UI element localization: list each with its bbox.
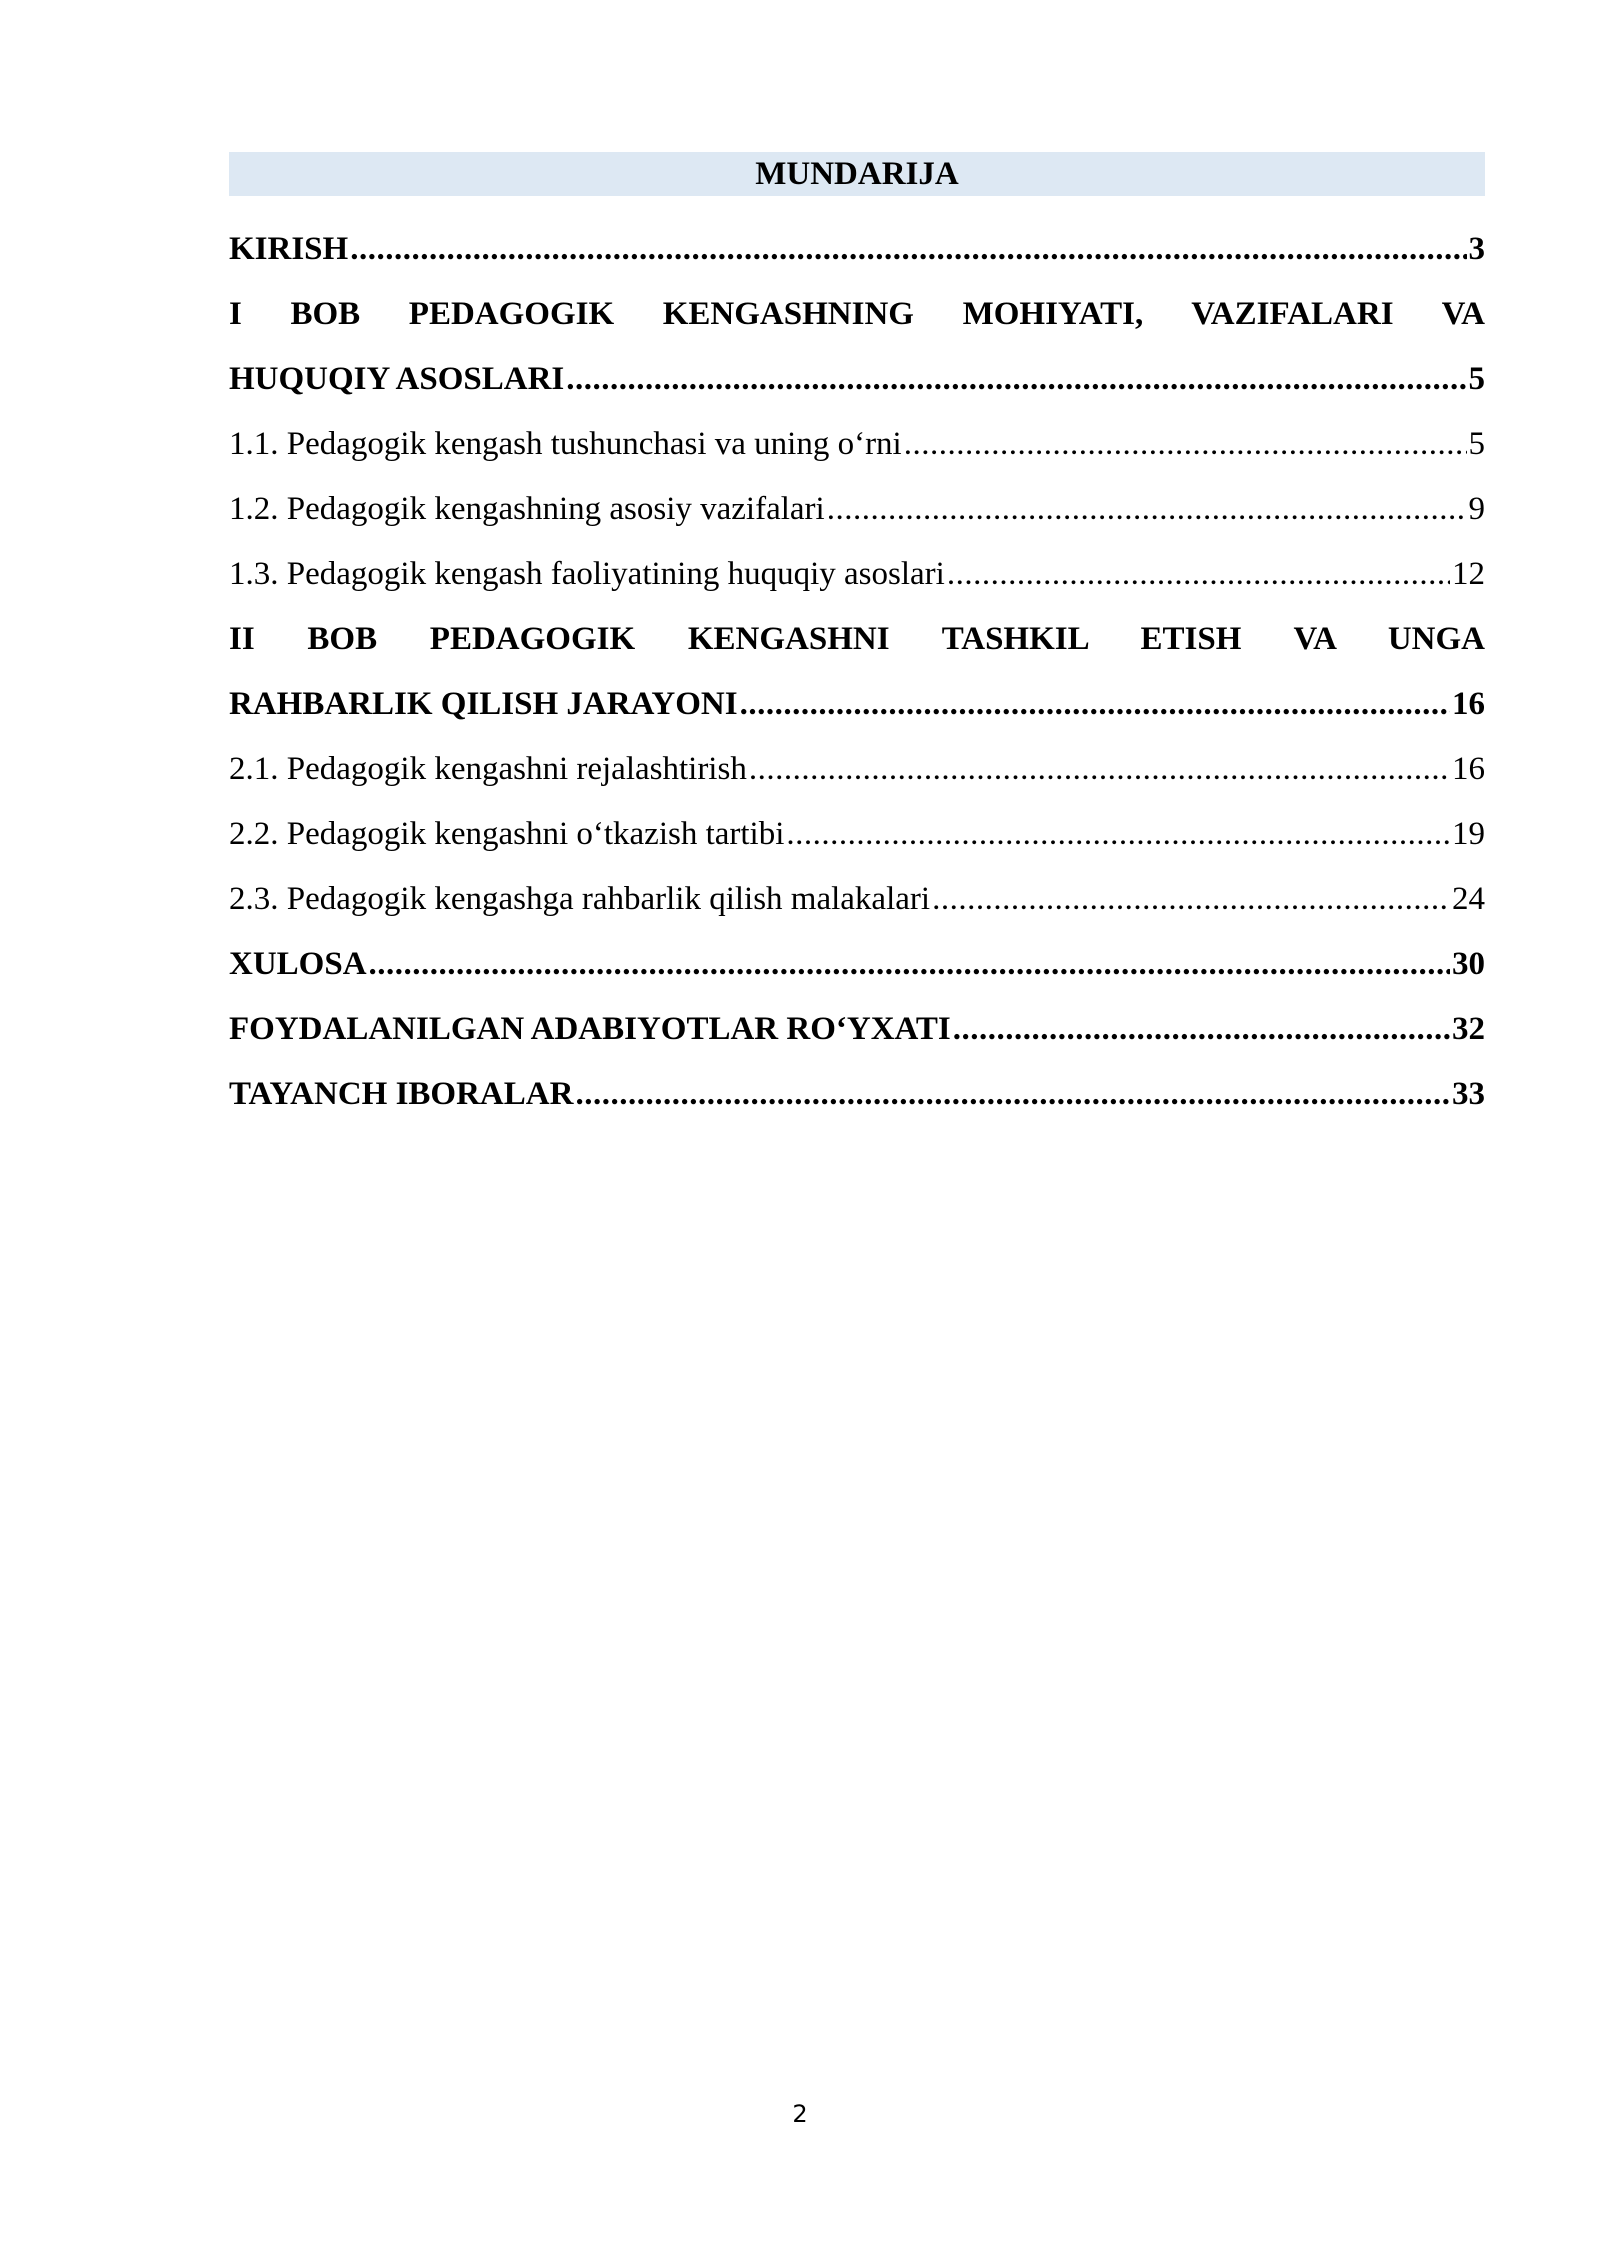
page-number: 2 <box>792 2100 808 2128</box>
toc-leader-dots <box>827 477 1467 542</box>
toc-entry-page: 5 <box>1468 426 1485 462</box>
toc-entry-label: XULOSA <box>229 946 367 982</box>
toc-entry-page: 9 <box>1468 491 1485 527</box>
table-of-contents <box>229 152 1485 1127</box>
toc-entry-page: 30 <box>1452 946 1485 982</box>
toc-entry-1-1[interactable] <box>229 412 1485 477</box>
toc-entry-2-1[interactable] <box>229 737 1485 802</box>
toc-entry-label: TAYANCH IBORALAR <box>229 1076 574 1112</box>
toc-entry-label: 1.1. Pedagogik kengash tushunchasi va uning o‘rni <box>229 426 902 462</box>
toc-entry-page: 3 <box>1468 231 1485 267</box>
toc-entry-page: 12 <box>1452 556 1485 592</box>
toc-entry-label: 1.3. Pedagogik kengash faoliyatining huquqiy asoslari <box>229 556 945 592</box>
toc-leader-dots <box>932 867 1450 932</box>
toc-entry-chapter-2[interactable] <box>229 672 1485 737</box>
toc-leader-dots <box>740 672 1450 737</box>
toc-entry-adabiyotlar[interactable] <box>229 997 1485 1062</box>
toc-entry-label: 2.3. Pedagogik kengashga rahbarlik qilish malakalari <box>229 881 931 917</box>
toc-entry-label: RAHBARLIK QILISH JARAYONI <box>229 686 738 722</box>
toc-leader-dots <box>749 737 1450 802</box>
toc-leader-dots <box>947 542 1450 607</box>
toc-entry-tayanch-iboralar[interactable] <box>229 1062 1485 1127</box>
toc-chapter-heading-2[interactable]: II BOB PEDAGOGIK KENGASHNI TASHKIL ETISH VA UNGA <box>229 621 1485 657</box>
toc-leader-dots <box>786 802 1450 867</box>
toc-entry-xulosa[interactable] <box>229 932 1485 997</box>
toc-entry-label: 1.2. Pedagogik kengashning asosiy vazifalari <box>229 491 825 527</box>
toc-entry-page: 16 <box>1452 751 1485 787</box>
toc-entry-label: KIRISH <box>229 231 349 267</box>
toc-entry-page: 19 <box>1452 816 1485 852</box>
toc-entry-1-2[interactable] <box>229 477 1485 542</box>
toc-entry-page: 33 <box>1452 1076 1485 1112</box>
toc-leader-dots <box>369 932 1450 997</box>
toc-entry-kirish[interactable] <box>229 217 1485 282</box>
toc-entry-label: HUQUQIY ASOSLARI <box>229 361 565 397</box>
toc-list <box>229 217 1485 1127</box>
toc-entry-page: 32 <box>1452 1011 1485 1047</box>
toc-entry-label: 2.1. Pedagogik kengashni rejalashtirish <box>229 751 747 787</box>
toc-entry-1-3[interactable] <box>229 542 1485 607</box>
toc-entry-2-2[interactable] <box>229 802 1485 867</box>
toc-entry-page: 5 <box>1468 361 1485 397</box>
toc-leader-dots <box>953 997 1450 1062</box>
toc-entry-label: FOYDALANILGAN ADABIYOTLAR RO‘YXATI <box>229 1011 951 1047</box>
toc-leader-dots <box>350 217 1466 282</box>
toc-title: MUNDARIJA <box>229 152 1485 196</box>
toc-entry-2-3[interactable] <box>229 867 1485 932</box>
toc-leader-dots <box>566 347 1466 412</box>
toc-leader-dots <box>904 412 1467 477</box>
toc-entry-chapter-1[interactable] <box>229 347 1485 412</box>
toc-entry-page: 16 <box>1452 686 1485 722</box>
toc-leader-dots <box>575 1062 1450 1127</box>
toc-entry-label: 2.2. Pedagogik kengashni o‘tkazish tartibi <box>229 816 785 852</box>
toc-chapter-heading-1[interactable]: I BOB PEDAGOGIK KENGASHNING MOHIYATI, VAZIFALARI VA <box>229 296 1485 332</box>
toc-entry-page: 24 <box>1452 881 1485 917</box>
